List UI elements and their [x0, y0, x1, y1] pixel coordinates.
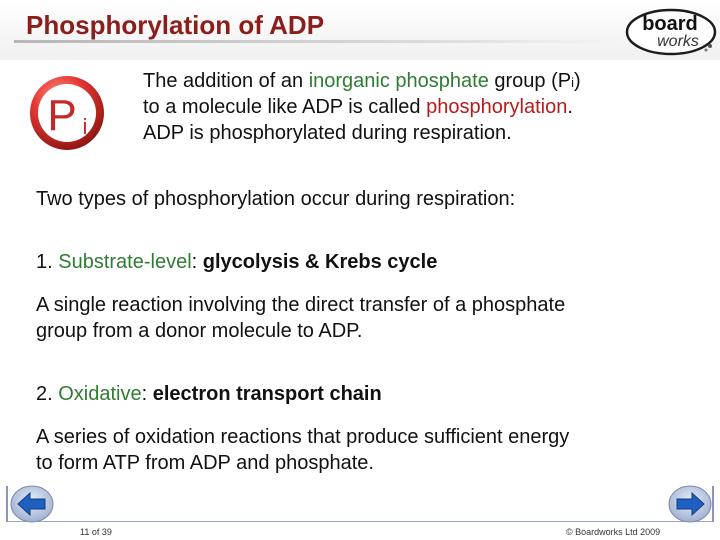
- logo-line2: works: [657, 33, 699, 50]
- footer-rule: [8, 521, 712, 522]
- page-title: Phosphorylation of ADP: [26, 10, 325, 40]
- footer-left-bar: [6, 486, 8, 522]
- pi-subscript: i: [82, 114, 88, 139]
- type1-heading: 1. Substrate-level: glycolysis & Krebs cycle: [36, 251, 438, 273]
- boardworks-logo: [624, 6, 718, 58]
- logo-line1: board: [642, 13, 698, 35]
- phosphate-pi-icon: [28, 74, 106, 152]
- copyright-notice: © Boardworks Ltd 2009: [566, 527, 661, 537]
- type2-desc-1: A series of oxidation reactions that produce sufficient energy: [36, 426, 570, 448]
- type2-desc-2: to form ATP from ADP and phosphate.: [36, 452, 374, 474]
- pi-letter: P: [47, 91, 77, 140]
- type1-desc-1: A single reaction involving the direct transfer of a phosphate: [36, 294, 566, 316]
- intro-line-2: to a molecule like ADP is called phosphorylation.: [143, 96, 573, 118]
- page-number: 11 of 39: [80, 527, 112, 537]
- types-intro: Two types of phosphorylation occur during respiration:: [36, 188, 516, 210]
- next-slide-button[interactable]: [668, 484, 712, 524]
- intro-line-1: The addition of an inorganic phosphate group (Pi): [143, 70, 581, 92]
- previous-slide-button[interactable]: [10, 484, 54, 524]
- type1-desc-2: group from a donor molecule to ADP.: [36, 320, 363, 342]
- type2-heading: 2. Oxidative: electron transport chain: [36, 383, 382, 405]
- footer-right-bar: [712, 486, 714, 522]
- intro-line-3: ADP is phosphorylated during respiration.: [143, 122, 512, 144]
